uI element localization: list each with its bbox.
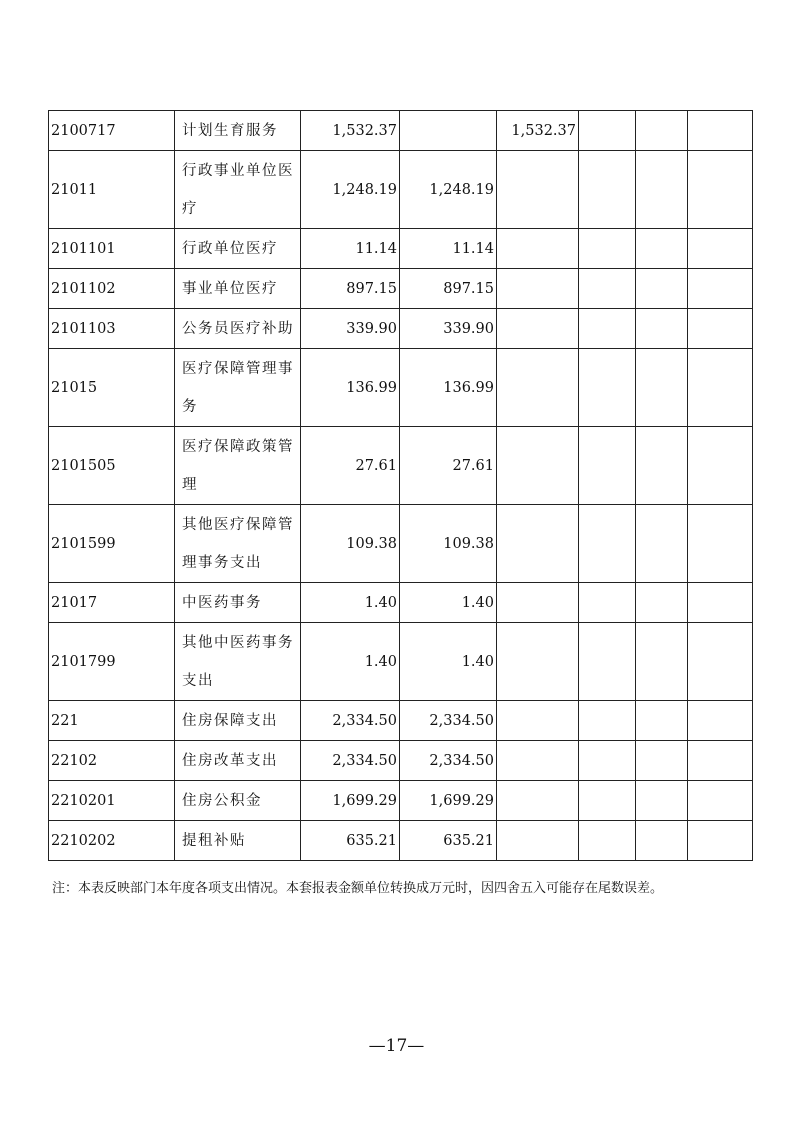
subject-code: 221	[49, 701, 175, 741]
empty-cell	[636, 583, 688, 623]
empty-cell	[636, 741, 688, 781]
table-row	[49, 741, 753, 781]
basic-expenditure: 2,334.50	[400, 741, 497, 781]
basic-expenditure: 339.90	[400, 309, 497, 349]
table-row	[49, 821, 753, 861]
empty-cell	[636, 111, 688, 151]
subject-name: 公务员医疗补助	[175, 309, 301, 349]
empty-cell	[579, 701, 636, 741]
subject-code: 22102	[49, 741, 175, 781]
total-amount: 2,334.50	[301, 701, 400, 741]
empty-cell	[688, 781, 753, 821]
subject-code: 2101799	[49, 623, 175, 701]
project-expenditure	[497, 427, 579, 505]
table-row	[49, 111, 753, 151]
basic-expenditure: 109.38	[400, 505, 497, 583]
empty-cell	[636, 701, 688, 741]
empty-cell	[579, 623, 636, 701]
subject-name: 事业单位医疗	[175, 269, 301, 309]
total-amount: 1,699.29	[301, 781, 400, 821]
empty-cell	[636, 427, 688, 505]
table-row	[49, 623, 753, 701]
empty-cell	[688, 269, 753, 309]
table-row	[49, 151, 753, 229]
project-expenditure	[497, 151, 579, 229]
subject-name: 提租补贴	[175, 821, 301, 861]
basic-expenditure: 635.21	[400, 821, 497, 861]
table-row	[49, 427, 753, 505]
subject-code: 2210201	[49, 781, 175, 821]
empty-cell	[579, 269, 636, 309]
total-amount: 897.15	[301, 269, 400, 309]
empty-cell	[579, 309, 636, 349]
project-expenditure	[497, 269, 579, 309]
empty-cell	[636, 781, 688, 821]
empty-cell	[579, 349, 636, 427]
empty-cell	[636, 623, 688, 701]
subject-code: 2101101	[49, 229, 175, 269]
subject-name: 住房公积金	[175, 781, 301, 821]
empty-cell	[579, 821, 636, 861]
total-amount: 1.40	[301, 583, 400, 623]
total-amount: 635.21	[301, 821, 400, 861]
table-footnote: 注：本表反映部门本年度各项支出情况。本套报表金额单位转换成万元时，因四舍五入可能存在尾数误差。	[52, 881, 664, 896]
empty-cell	[688, 505, 753, 583]
subject-code: 21015	[49, 349, 175, 427]
project-expenditure	[497, 583, 579, 623]
basic-expenditure: 136.99	[400, 349, 497, 427]
basic-expenditure: 1.40	[400, 583, 497, 623]
subject-name: 其他医疗保障管理事务支出	[175, 505, 301, 583]
subject-name: 医疗保障政策管理	[175, 427, 301, 505]
empty-cell	[636, 349, 688, 427]
table-row	[49, 309, 753, 349]
subject-code: 2210202	[49, 821, 175, 861]
subject-code: 2100717	[49, 111, 175, 151]
total-amount: 136.99	[301, 349, 400, 427]
total-amount: 109.38	[301, 505, 400, 583]
empty-cell	[579, 427, 636, 505]
empty-cell	[579, 111, 636, 151]
table-row	[49, 349, 753, 427]
empty-cell	[636, 309, 688, 349]
empty-cell	[688, 111, 753, 151]
empty-cell	[636, 505, 688, 583]
subject-code: 2101599	[49, 505, 175, 583]
total-amount: 1,248.19	[301, 151, 400, 229]
empty-cell	[636, 229, 688, 269]
total-amount: 2,334.50	[301, 741, 400, 781]
empty-cell	[688, 349, 753, 427]
empty-cell	[636, 821, 688, 861]
table-row	[49, 229, 753, 269]
total-amount: 1,532.37	[301, 111, 400, 151]
page-number: —17—	[368, 1036, 425, 1056]
basic-expenditure: 27.61	[400, 427, 497, 505]
empty-cell	[688, 623, 753, 701]
table-row	[49, 505, 753, 583]
total-amount: 27.61	[301, 427, 400, 505]
empty-cell	[688, 701, 753, 741]
subject-name: 中医药事务	[175, 583, 301, 623]
subject-name: 行政单位医疗	[175, 229, 301, 269]
basic-expenditure: 1,248.19	[400, 151, 497, 229]
subject-name: 行政事业单位医疗	[175, 151, 301, 229]
basic-expenditure: 2,334.50	[400, 701, 497, 741]
empty-cell	[579, 781, 636, 821]
project-expenditure	[497, 309, 579, 349]
subject-code: 21011	[49, 151, 175, 229]
table-row	[49, 269, 753, 309]
empty-cell	[579, 505, 636, 583]
project-expenditure	[497, 821, 579, 861]
subject-code: 21017	[49, 583, 175, 623]
empty-cell	[579, 583, 636, 623]
basic-expenditure: 897.15	[400, 269, 497, 309]
empty-cell	[579, 151, 636, 229]
project-expenditure	[497, 229, 579, 269]
subject-name: 医疗保障管理事务	[175, 349, 301, 427]
empty-cell	[579, 741, 636, 781]
basic-expenditure: 1.40	[400, 623, 497, 701]
project-expenditure	[497, 349, 579, 427]
table-row	[49, 583, 753, 623]
empty-cell	[688, 427, 753, 505]
subject-name: 计划生育服务	[175, 111, 301, 151]
empty-cell	[688, 309, 753, 349]
empty-cell	[688, 821, 753, 861]
project-expenditure: 1,532.37	[497, 111, 579, 151]
subject-name: 其他中医药事务支出	[175, 623, 301, 701]
empty-cell	[636, 269, 688, 309]
project-expenditure	[497, 505, 579, 583]
subject-code: 2101102	[49, 269, 175, 309]
table-row	[49, 701, 753, 741]
expenditure-table	[48, 110, 753, 861]
total-amount: 339.90	[301, 309, 400, 349]
empty-cell	[688, 583, 753, 623]
empty-cell	[688, 741, 753, 781]
empty-cell	[579, 229, 636, 269]
project-expenditure	[497, 781, 579, 821]
basic-expenditure	[400, 111, 497, 151]
empty-cell	[688, 229, 753, 269]
project-expenditure	[497, 623, 579, 701]
subject-code: 2101505	[49, 427, 175, 505]
subject-code: 2101103	[49, 309, 175, 349]
basic-expenditure: 1,699.29	[400, 781, 497, 821]
project-expenditure	[497, 741, 579, 781]
basic-expenditure: 11.14	[400, 229, 497, 269]
total-amount: 1.40	[301, 623, 400, 701]
subject-name: 住房改革支出	[175, 741, 301, 781]
table-row	[49, 781, 753, 821]
subject-name: 住房保障支出	[175, 701, 301, 741]
project-expenditure	[497, 701, 579, 741]
empty-cell	[636, 151, 688, 229]
total-amount: 11.14	[301, 229, 400, 269]
empty-cell	[688, 151, 753, 229]
